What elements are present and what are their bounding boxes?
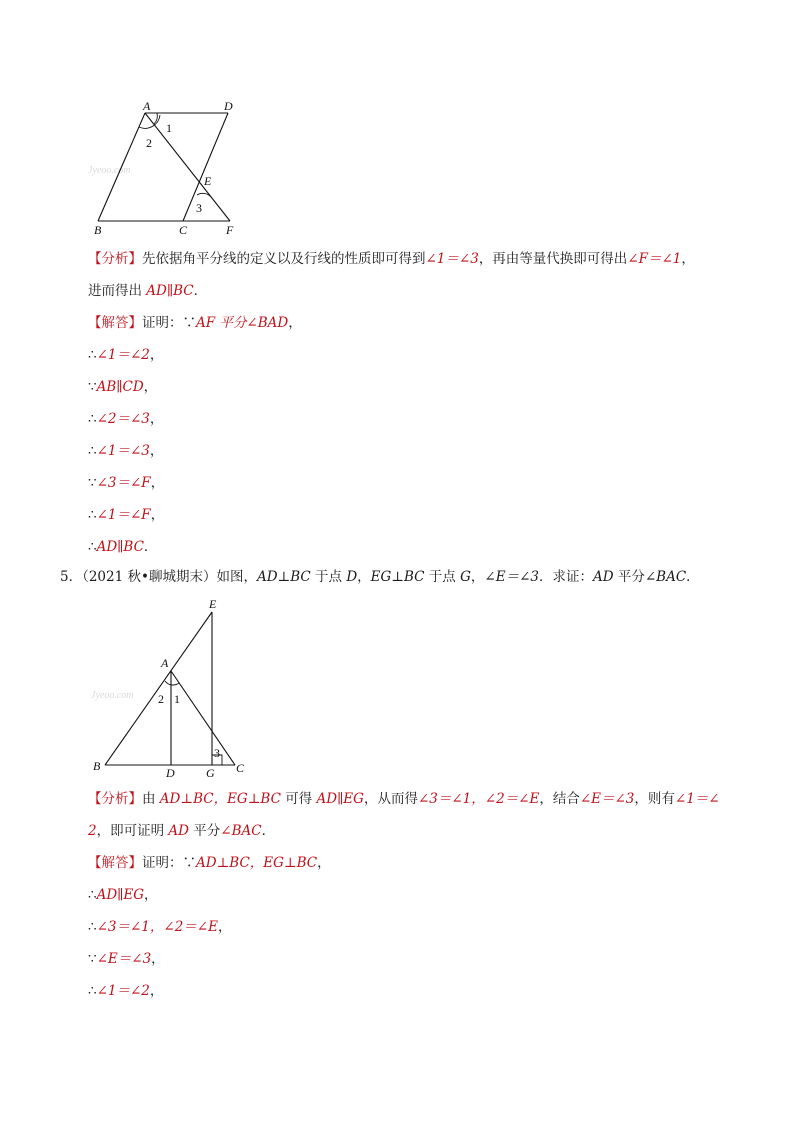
- label-angle-3: 3: [196, 201, 202, 215]
- answer-2-step: [88, 949, 748, 969]
- text-fragment: ∴: [88, 919, 97, 935]
- answer-1-line-intro: [88, 313, 748, 333]
- problem-5-statement: [60, 567, 720, 587]
- answer-2-step: [88, 917, 748, 937]
- text-fragment: 可得: [280, 791, 317, 807]
- text-fragment: 平分: [188, 823, 221, 839]
- answer-1-step: [88, 377, 748, 397]
- text-fragment: ，: [150, 475, 165, 491]
- text-fragment: ．求证：: [538, 569, 593, 585]
- problem-source: （2021 秋•聊城期末）: [82, 569, 217, 585]
- math-expression: ∠1＝∠F: [96, 507, 151, 523]
- label-A: A: [161, 656, 169, 670]
- label-C: C: [179, 223, 188, 235]
- text-fragment: ，: [149, 347, 164, 363]
- math-expression: AD: [168, 823, 189, 839]
- math-expression: ∠2＝∠3: [96, 411, 150, 427]
- text-fragment: EG⊥BC: [370, 569, 425, 585]
- text-fragment: AD: [592, 569, 614, 585]
- math-expression: ∠1＝∠: [674, 791, 720, 807]
- answer-1-step: [88, 345, 748, 365]
- text-fragment: G: [460, 569, 471, 585]
- math-expression: ∠E＝∠3: [96, 951, 152, 967]
- math-expression: ∠BAC: [220, 823, 262, 839]
- math-expression: ∠1＝∠3: [425, 251, 479, 267]
- label-angle-1: 1: [174, 692, 180, 706]
- text-fragment: ．: [193, 283, 208, 299]
- math-expression: AF 平分∠BAD: [196, 315, 289, 331]
- text-fragment: ，: [150, 507, 165, 523]
- math-expression: AD∥EG: [316, 791, 364, 807]
- text-fragment: ，: [470, 569, 485, 585]
- label-B: B: [93, 759, 101, 773]
- text-fragment: ∠E＝∠3: [484, 569, 539, 585]
- text-fragment: 由: [142, 791, 160, 807]
- label-F: F: [226, 223, 234, 235]
- math-expression: AD⊥BC，EG⊥BC: [159, 791, 281, 807]
- answer-2-step: [88, 981, 748, 1001]
- text-fragment: 平分: [613, 569, 645, 585]
- text-fragment: ，: [149, 983, 164, 999]
- math-expression: ∠3＝∠1，∠2＝∠E: [96, 919, 218, 935]
- figure-triangle: [85, 595, 260, 780]
- math-expression: AD∥EG: [96, 887, 145, 903]
- text-fragment: ∵: [88, 379, 97, 395]
- math-expression: AD∥BC: [146, 283, 194, 299]
- text-fragment: 证明：∵: [142, 315, 196, 331]
- text-fragment: ，结合: [539, 791, 580, 807]
- label-angle-1: 1: [166, 121, 172, 135]
- text-fragment: ．: [143, 539, 158, 555]
- text-fragment: ∴: [88, 887, 97, 903]
- analysis-tag: 【分析】: [88, 251, 142, 267]
- label-B: B: [94, 223, 102, 235]
- text-fragment: ．: [261, 823, 276, 839]
- label-angle-2: 2: [146, 136, 152, 150]
- answer-tag: 【解答】: [88, 315, 142, 331]
- answer-1-step: [88, 441, 748, 461]
- math-expression: ∠3＝∠F: [96, 475, 151, 491]
- text-fragment: 如图，: [216, 569, 257, 585]
- math-expression: AD∥BC: [96, 539, 144, 555]
- text-fragment: ∴: [88, 507, 97, 523]
- text-fragment: ∴: [88, 983, 97, 999]
- text-fragment: ，从而得: [363, 791, 418, 807]
- text-fragment: ．: [686, 569, 700, 585]
- label-angle-3: 3: [214, 746, 220, 760]
- text-fragment: ∴: [88, 539, 97, 555]
- analysis-2-line-2: [88, 821, 748, 841]
- text-fragment: ，: [217, 919, 232, 935]
- label-E: E: [209, 597, 217, 611]
- math-expression: ∠1＝∠2: [96, 983, 150, 999]
- text-fragment: ，: [288, 315, 302, 331]
- answer-1-step: [88, 409, 748, 429]
- text-fragment: ∠BAC: [644, 569, 687, 585]
- text-fragment: 进而得出: [88, 283, 147, 299]
- label-D: D: [166, 766, 175, 780]
- math-expression: ∠F＝∠1: [627, 251, 682, 267]
- label-C: C: [236, 761, 245, 775]
- text-fragment: ，即可证明: [96, 823, 169, 839]
- text-fragment: ∴: [88, 411, 97, 427]
- figure-parallelogram: [80, 95, 260, 235]
- text-fragment: ，: [149, 411, 164, 427]
- label-D: D: [224, 99, 233, 113]
- math-expression: ∠1＝∠3: [96, 443, 150, 459]
- text-fragment: ∴: [88, 443, 97, 459]
- text-fragment: ，则有: [634, 791, 675, 807]
- text-fragment: ，: [149, 443, 164, 459]
- text-fragment: ，: [681, 251, 695, 267]
- text-fragment: 于点: [310, 569, 347, 585]
- text-fragment: ∴: [88, 347, 97, 363]
- watermark: Jyeoo.com: [88, 165, 131, 176]
- text-fragment: ∵: [88, 475, 97, 491]
- problem-number: 5．: [60, 569, 83, 585]
- text-fragment: ，: [357, 569, 371, 585]
- answer-2-line-intro: [88, 853, 748, 873]
- math-expression: 2: [88, 823, 97, 839]
- text-fragment: 于点: [424, 569, 461, 585]
- analysis-1-line-1: [88, 249, 748, 269]
- math-expression: AB∥CD: [96, 379, 144, 395]
- text-fragment: ，再由等量代换即可得出: [478, 251, 628, 267]
- math-expression: AD⊥BC，EG⊥BC: [196, 855, 318, 871]
- text-fragment: ，: [143, 379, 158, 395]
- answer-2-step: [88, 885, 748, 905]
- analysis-1-line-2: [88, 281, 748, 301]
- text-fragment: ，: [317, 855, 331, 871]
- answer-1-step: [88, 505, 748, 525]
- text-fragment: AD⊥BC: [256, 569, 311, 585]
- analysis-tag: 【分析】: [88, 791, 142, 807]
- watermark: Jyeoo.com: [91, 690, 134, 701]
- label-angle-2: 2: [158, 692, 164, 706]
- math-expression: ∠E＝∠3: [579, 791, 635, 807]
- label-E: E: [204, 174, 212, 188]
- analysis-2-line-1: [88, 789, 748, 809]
- text-fragment: ∵: [88, 951, 97, 967]
- text-fragment: ，: [144, 887, 158, 903]
- answer-1-step: [88, 473, 748, 493]
- answer-tag: 【解答】: [88, 855, 142, 871]
- text-fragment: D: [346, 569, 358, 585]
- text-fragment: 证明：∵: [142, 855, 196, 871]
- math-expression: ∠3＝∠1，∠2＝∠E: [417, 791, 540, 807]
- math-expression: ∠1＝∠2: [96, 347, 150, 363]
- label-A: A: [143, 99, 151, 113]
- text-fragment: ，: [151, 951, 165, 967]
- answer-1-step: [88, 537, 748, 557]
- text-fragment: 先依据角平分线的定义以及行线的性质即可得到: [142, 251, 426, 267]
- label-G: G: [206, 766, 215, 780]
